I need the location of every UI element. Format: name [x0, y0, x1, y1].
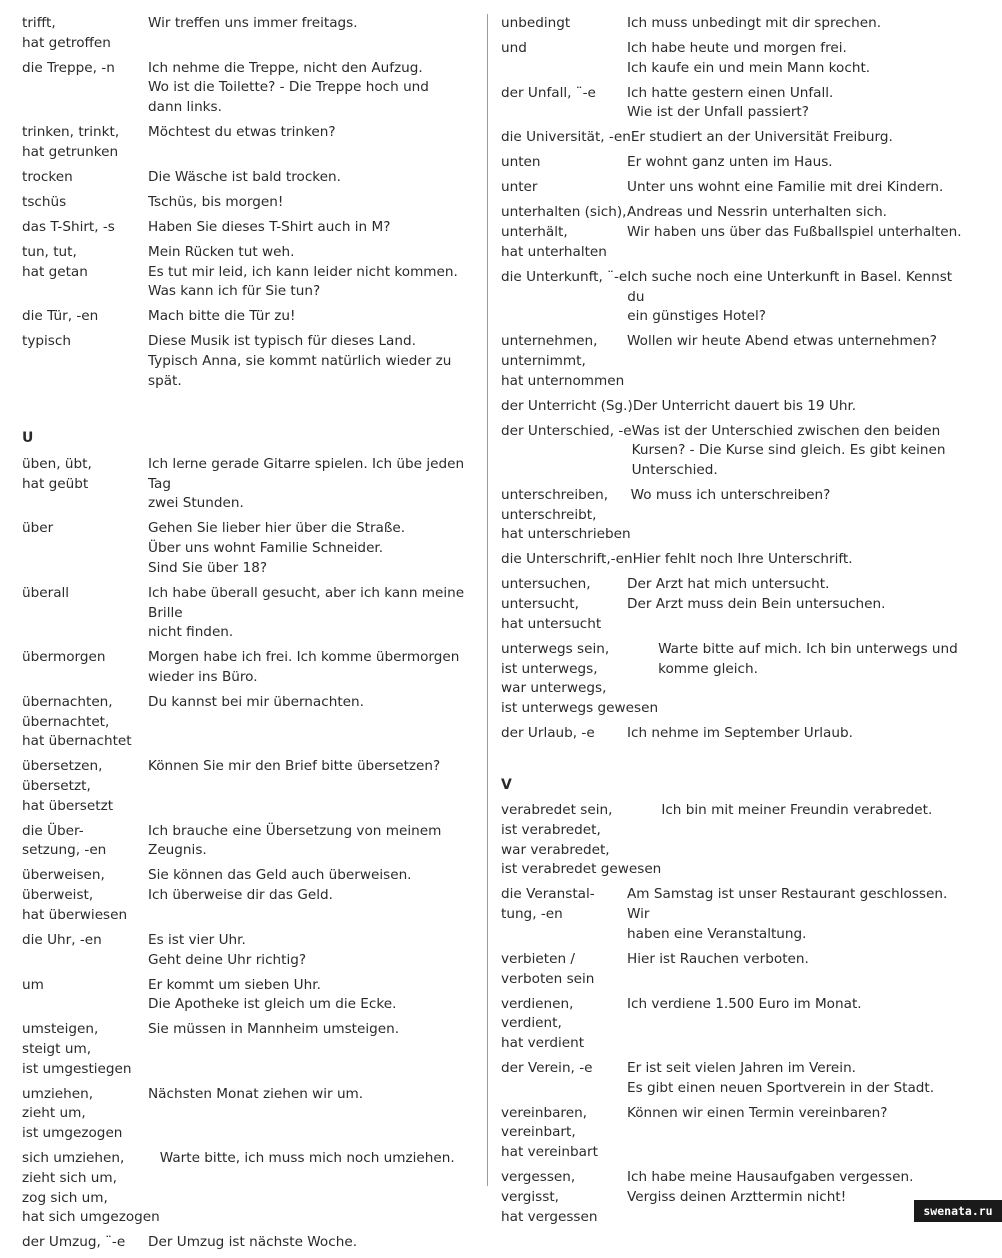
example-sentences: Es ist vier Uhr. Geht deine Uhr richtig?	[148, 931, 307, 968]
dictionary-entry	[501, 640, 963, 719]
headword: übernachten, übernachtet, hat übernachtet	[22, 693, 132, 750]
headword: unterschreiben, unterschreibt, hat unterschrieben	[501, 487, 631, 543]
headword: die Unterschrift,-en	[501, 551, 633, 568]
right-column	[501, 14, 963, 1233]
example-sentences: Wo muss ich unterschreiben?	[630, 487, 831, 504]
dictionary-entry	[22, 332, 484, 391]
headword: die Tür, -en	[22, 308, 99, 325]
entries-u-left	[22, 455, 484, 1253]
headword: und	[501, 40, 527, 56]
headword: verdienen, verdient, hat verdient	[501, 995, 585, 1051]
headword: üben, übt, hat geübt	[22, 456, 92, 492]
headword: verbieten / verboten sein	[501, 950, 595, 987]
dictionary-entry	[501, 39, 963, 78]
headword: überall	[22, 584, 70, 601]
example-sentences: Der Arzt hat mich untersucht. Der Arzt muss dein Bein untersuchen.	[627, 576, 886, 613]
dictionary-entry	[501, 995, 963, 1054]
dictionary-entry	[22, 931, 484, 970]
dictionary-entry	[22, 1233, 484, 1253]
example-sentences: Wir treffen uns immer freitags.	[148, 15, 358, 31]
example-sentences: Ich habe überall gesucht, aber ich kann meine Brille nicht finden.	[148, 584, 465, 641]
example-sentences: Warte bitte, ich muss mich noch umziehen.	[159, 1150, 455, 1167]
dictionary-entry	[22, 693, 484, 752]
left-column	[22, 14, 484, 1258]
example-sentences: Mein Rücken tut weh. Es tut mir leid, ich kann leider nicht kommen. Was kann ich für Sie tun?	[148, 243, 458, 300]
dictionary-entry	[501, 178, 963, 198]
headword: trocken	[22, 168, 73, 185]
headword: der Verein, -e	[501, 1059, 593, 1076]
example-sentences: Sie müssen in Mannheim umsteigen.	[148, 1021, 400, 1038]
example-sentences: Ich hatte gestern einen Unfall. Wie ist der Unfall passiert?	[627, 84, 834, 121]
dictionary-entry	[22, 218, 484, 238]
example-sentences: Ich verdiene 1.500 Euro im Monat.	[627, 995, 862, 1012]
headword: tschüs	[22, 193, 67, 210]
dictionary-entry	[22, 455, 484, 514]
example-sentences: Er kommt um sieben Uhr. Die Apotheke ist gleich um die Ecke.	[148, 976, 397, 1013]
dictionary-entry	[22, 14, 484, 53]
headword: der Unterschied, -e	[501, 422, 632, 439]
example-sentences: Der Umzug ist nächste Woche.	[148, 1234, 358, 1251]
example-sentences: Die Wäsche ist bald trocken.	[148, 168, 341, 185]
headword: untersuchen, untersucht, hat untersucht	[501, 576, 602, 632]
dictionary-entry	[501, 268, 963, 327]
example-sentences: Diese Musik ist typisch für dieses Land. Typisch Anna, sie kommt natürlich wieder zu spät.	[148, 333, 452, 389]
example-sentences: Der Unterricht dauert bis 19 Uhr.	[632, 397, 857, 414]
example-sentences: Ich nehme im September Urlaub.	[627, 724, 853, 741]
dictionary-entry	[501, 950, 963, 989]
headword: trinken, trinkt, hat getrunken	[22, 124, 120, 160]
dictionary-entry	[501, 486, 963, 545]
example-sentences: Ich bin mit meiner Freundin verabredet.	[661, 802, 933, 819]
headword: unterhalten (sich), unterhält, hat unterhalten	[501, 204, 627, 260]
headword: unter	[501, 179, 538, 196]
dictionary-entry	[22, 648, 484, 687]
dictionary-entry	[501, 84, 963, 123]
headword: vergessen, vergisst, hat vergessen	[501, 1169, 598, 1225]
example-sentences: Du kannst bei mir übernachten.	[148, 693, 364, 710]
headword: trifft, hat getroffen	[22, 15, 111, 51]
example-sentences: Hier ist Rauchen verboten.	[627, 950, 809, 967]
dictionary-entry	[22, 584, 484, 643]
example-sentences: Andreas und Nessrin unterhalten sich. Wir haben uns über das Fußballspiel unterhalten.	[627, 204, 962, 241]
example-sentences: Er ist seit vielen Jahren im Verein. Es gibt einen neuen Sportverein in der Stadt.	[627, 1059, 935, 1096]
headword: unterwegs sein, ist unterwegs, war unterwegs, ist unterwegs gewesen	[501, 640, 659, 716]
example-sentences: Hier fehlt noch Ihre Unterschrift.	[632, 551, 853, 568]
entries-t	[22, 14, 484, 391]
headword: der Umzug, ¨-e	[22, 1234, 126, 1251]
dictionary-entry	[501, 1059, 963, 1098]
dictionary-entry	[501, 1104, 963, 1163]
headword: unten	[501, 154, 541, 171]
dictionary-entry	[22, 822, 484, 861]
headword: umsteigen, steigt um, ist umgestiegen	[22, 1021, 132, 1077]
dictionary-entry	[501, 801, 963, 880]
example-sentences: Er wohnt ganz unten im Haus.	[627, 154, 833, 171]
dictionary-entry	[22, 193, 484, 213]
dictionary-entry	[501, 128, 963, 148]
headword: die Unterkunft, ¨-e	[501, 268, 628, 285]
headword: der Unfall, ¨-e	[501, 84, 596, 101]
headword: um	[22, 976, 44, 993]
headword: die Veranstal- tung, -en	[501, 886, 595, 923]
dictionary-entry	[22, 866, 484, 925]
headword: typisch	[22, 333, 71, 350]
headword: verabredet sein, ist verabredet, war verabredet, ist verabredet gewesen	[501, 802, 662, 878]
dictionary-entry	[501, 422, 963, 481]
example-sentences: Können wir einen Termin vereinbaren?	[627, 1104, 888, 1121]
headword: die Treppe, -n	[22, 59, 115, 76]
dictionary-entry	[22, 123, 484, 162]
dictionary-entry	[501, 332, 963, 391]
example-sentences: Ich suche noch eine Unterkunft in Basel. Kennst du ein günstiges Hotel?	[627, 268, 953, 325]
example-sentences: Mach bitte die Tür zu!	[148, 308, 296, 325]
dictionary-entry	[22, 1149, 484, 1228]
dictionary-entry	[501, 885, 963, 944]
dictionary-entry	[22, 168, 484, 188]
example-sentences: Am Samstag ist unser Restaurant geschlossen. Wir haben eine Veranstaltung.	[627, 886, 948, 942]
dictionary-entry	[501, 14, 963, 34]
dictionary-entry	[501, 1168, 963, 1227]
headword: vereinbaren, vereinbart, hat vereinbart	[501, 1104, 598, 1161]
headword: der Urlaub, -e	[501, 724, 595, 741]
headword: die Über- setzung, -en	[22, 822, 107, 859]
example-sentences: Tschüs, bis morgen!	[148, 193, 284, 210]
example-sentences: Er studiert an der Universität Freiburg.	[630, 129, 893, 146]
headword: der Unterricht (Sg.)	[501, 397, 633, 414]
example-sentences: Unter uns wohnt eine Familie mit drei Kindern.	[627, 179, 944, 196]
dictionary-entry	[501, 550, 963, 570]
example-sentences: Gehen Sie lieber hier über die Straße. Über uns wohnt Familie Schneider. Sind Sie über 18?	[148, 520, 406, 576]
example-sentences: Möchtest du etwas trinken?	[148, 124, 336, 141]
headword: tun, tut, hat getan	[22, 243, 88, 280]
example-sentences: Warte bitte auf mich. Ich bin unterwegs und komme gleich.	[658, 640, 958, 677]
dictionary-entry	[22, 519, 484, 578]
headword: unternehmen, unternimmt, hat unternommen	[501, 333, 625, 389]
headword: die Universität, -en	[501, 129, 631, 146]
example-sentences: Nächsten Monat ziehen wir um.	[148, 1085, 364, 1102]
headword: die Uhr, -en	[22, 931, 102, 948]
example-sentences: Ich habe meine Hausaufgaben vergessen. Vergiss deinen Arzttermin nicht!	[627, 1169, 914, 1205]
example-sentences: Sie können das Geld auch überweisen. Ich überweise dir das Geld.	[148, 867, 412, 904]
headword: unbedingt	[501, 15, 571, 31]
headword: überweisen, überweist, hat überwiesen	[22, 867, 128, 923]
dictionary-entry	[22, 757, 484, 816]
example-sentences: Ich brauche eine Übersetzung von meinem Zeugnis.	[148, 822, 442, 859]
dictionary-entry	[501, 397, 963, 417]
dictionary-entry	[22, 307, 484, 327]
dictionary-entry	[501, 724, 963, 744]
dictionary-entry	[22, 1020, 484, 1079]
example-sentences: Ich muss unbedingt mit dir sprechen.	[627, 15, 882, 31]
letter-heading-v: V	[501, 776, 512, 793]
example-sentences: Können Sie mir den Brief bitte übersetzen?	[148, 758, 441, 775]
example-sentences: Ich lerne gerade Gitarre spielen. Ich übe jeden Tag zwei Stunden.	[148, 456, 465, 512]
dictionary-entry	[501, 153, 963, 173]
headword: das T-Shirt, -s	[22, 218, 115, 235]
dictionary-entry	[501, 203, 963, 262]
dictionary-entry	[22, 243, 484, 302]
headword: übermorgen	[22, 649, 106, 666]
letter-heading-u: U	[22, 430, 34, 447]
headword: sich umziehen, zieht sich um, zog sich um, hat sich umgezogen	[22, 1150, 160, 1226]
example-sentences: Ich nehme die Treppe, nicht den Aufzug. Wo ist die Toilette? - Die Treppe hoch und dann links.	[148, 59, 429, 116]
entries-v	[501, 801, 963, 1227]
headword: umziehen, zieht um, ist umgezogen	[22, 1085, 123, 1142]
example-sentences: Haben Sie dieses T-Shirt auch in M?	[148, 218, 391, 235]
example-sentences: Ich habe heute und morgen frei. Ich kaufe ein und mein Mann kocht.	[627, 40, 871, 76]
dictionary-entry	[22, 1085, 484, 1144]
headword: über	[22, 520, 54, 537]
headword: übersetzen, übersetzt, hat übersetzt	[22, 758, 114, 814]
example-sentences: Was ist der Unterschied zwischen den beiden Kursen? - Die Kurse sind gleich. Es gibt keinen Unterschied.	[631, 422, 946, 479]
watermark: swenata.ru	[914, 1200, 1002, 1222]
example-sentences: Morgen habe ich frei. Ich komme übermorgen wieder ins Büro.	[148, 649, 460, 685]
dictionary-entry	[22, 976, 484, 1015]
dictionary-entry	[22, 59, 484, 118]
example-sentences: Wollen wir heute Abend etwas unternehmen?	[627, 333, 937, 350]
column-divider	[487, 14, 488, 1186]
entries-u-right	[501, 14, 963, 744]
dictionary-entry	[501, 575, 963, 634]
